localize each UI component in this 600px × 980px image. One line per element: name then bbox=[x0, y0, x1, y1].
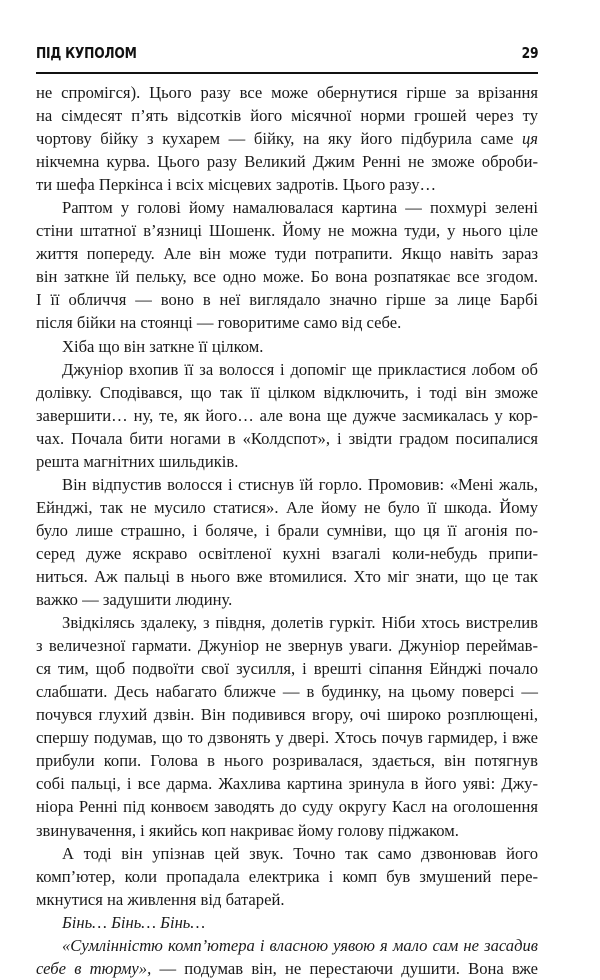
text-line bbox=[36, 542, 538, 565]
text-line bbox=[36, 680, 538, 703]
text-line bbox=[36, 219, 538, 242]
text-run: Він відпустив волосся і стиснув їй горло. Промовив: «Мені жаль, bbox=[62, 474, 538, 494]
text-line bbox=[36, 588, 538, 611]
text-run: прибули копи. Голова в нього розривалася, здається, він потягнув bbox=[36, 751, 538, 771]
italic-text: «Сумлінністю комп’ютера і власною уявою я мало сам не засадив bbox=[62, 935, 538, 955]
text-run: ти шефа Перкінса і всіх місцевих задротів. Цього разу… bbox=[36, 175, 437, 195]
italic-text: ця bbox=[521, 129, 538, 149]
text-run: було лише страшно, і боляче, і брали сумніви, що ця її агонія по- bbox=[36, 520, 538, 540]
text-run: ніора Ренні під конвоєм заводять до суду округу Касл на оголошення bbox=[36, 797, 538, 817]
text-run: чортову бійку з кухарем — бійку, на яку його підбурила саме bbox=[36, 129, 522, 149]
text-line bbox=[36, 819, 538, 842]
text-line bbox=[36, 726, 538, 749]
text-run: ся тим, щоб подвоїти свої зусилля, і врешті сіпання Ейнджі почало bbox=[36, 659, 538, 679]
text-line bbox=[36, 749, 538, 772]
paragraph bbox=[36, 611, 538, 841]
text-line bbox=[36, 634, 538, 657]
text-line bbox=[36, 242, 538, 265]
text-run: Ейнджі, так не мусило статися». Але йому не було її шкода. Йому bbox=[36, 497, 538, 517]
text-line bbox=[36, 772, 538, 795]
text-line bbox=[36, 311, 538, 334]
text-line bbox=[36, 150, 538, 173]
text-run: Звідкілясь здалеку, з півдня, долетів гуркіт. Ніби хтось вистрелив bbox=[62, 613, 538, 633]
page-header bbox=[36, 44, 538, 68]
text-line bbox=[36, 81, 538, 104]
text-line bbox=[36, 404, 538, 427]
text-line bbox=[36, 358, 538, 381]
text-line bbox=[36, 657, 538, 680]
text-run: собі пальці, і все дарма. Жахлива картина зринула в його уяві: Джу- bbox=[36, 774, 538, 794]
text-run: Хіба що він заткне її цілком. bbox=[62, 336, 264, 356]
italic-text: себе в тюрму» bbox=[36, 958, 148, 978]
text-line bbox=[36, 795, 538, 818]
text-line bbox=[36, 196, 538, 219]
text-run: завершити… ну, те, як його… але вона ще дужче засмикалась у кор- bbox=[36, 405, 538, 425]
text-run: життя попереду. Але він може туди потрапити. Якщо навіть зараз bbox=[36, 244, 538, 264]
text-run: нікчемна курва. Цього разу Великий Джим Ренні не зможе оброби- bbox=[36, 152, 538, 172]
text-line bbox=[36, 703, 538, 726]
paragraph bbox=[36, 196, 538, 334]
text-run: І її обличчя — воно в неї виглядало значно гірше за лице Барбі bbox=[36, 290, 538, 310]
text-line bbox=[36, 450, 538, 473]
text-line bbox=[36, 381, 538, 404]
running-head: ПІД КУПОЛОМ bbox=[36, 44, 137, 62]
paragraph bbox=[36, 842, 538, 911]
text-run: мкнутися на живлення від батарей. bbox=[36, 889, 285, 909]
italic-text: Бінь… Бінь… Бінь… bbox=[62, 912, 206, 932]
paragraph bbox=[36, 81, 538, 196]
text-run: стіни штатної в’язниці Шошенк. Йому не можна туди, у нього ціле bbox=[36, 221, 538, 241]
header-rule bbox=[36, 72, 538, 74]
text-line bbox=[36, 611, 538, 634]
text-run: на сімдесят п’ять відсотків його місячної норми грошей через ту bbox=[36, 106, 538, 126]
text-run: комп’ютер, коли пропадала електрика і комп був змушений пере- bbox=[36, 866, 538, 886]
text-line bbox=[36, 265, 538, 288]
text-line bbox=[36, 173, 538, 196]
text-line bbox=[36, 335, 538, 358]
text-line bbox=[36, 427, 538, 450]
text-run: важко — задушити людину. bbox=[36, 590, 233, 610]
text-run: А тоді він упізнав цей звук. Точно так само дзвонював його bbox=[62, 843, 538, 863]
text-run: долівку. Сподівався, що так її цілком відключить, і тоді він зможе bbox=[36, 382, 538, 402]
text-line bbox=[36, 888, 538, 911]
text-run: чах. Почала бити ногами в «Колдспот», і звідти градом посипалися bbox=[36, 428, 538, 448]
text-run: , — подумав він, не перестаючи душити. Вона вже bbox=[147, 958, 538, 978]
text-run: звинувачення, і якийсь коп накриває йому голову піджаком. bbox=[36, 820, 459, 840]
paragraph bbox=[36, 473, 538, 611]
paragraph bbox=[36, 358, 538, 473]
text-line bbox=[36, 842, 538, 865]
text-line bbox=[36, 957, 538, 980]
text-line bbox=[36, 911, 538, 934]
text-run: слабшати. Десь набагато ближче — в будинку, на цьому поверсі — bbox=[36, 682, 538, 702]
text-line bbox=[36, 127, 538, 150]
text-line bbox=[36, 934, 538, 957]
paragraph bbox=[36, 934, 538, 980]
text-run: після бійки на стоянці — говоритиме само від себе. bbox=[36, 313, 402, 333]
text-run: з величезної гармати. Джуніор не звернув уваги. Джуніор переймав- bbox=[36, 636, 538, 656]
text-line bbox=[36, 473, 538, 496]
text-run: решта магнітних шильдиків. bbox=[36, 451, 239, 471]
text-run: Джуніор вхопив її за волосся і допоміг ще прикластися лобом об bbox=[62, 359, 538, 379]
text-line bbox=[36, 565, 538, 588]
text-line bbox=[36, 496, 538, 519]
text-run: спершу подумав, що то дзвонять у двері. Хтось почув гармидер, і вже bbox=[36, 728, 538, 748]
text-run: він заткне їй пельку, все одно може. Бо вона розпатякає все згодом. bbox=[36, 267, 538, 287]
paragraph bbox=[36, 911, 538, 934]
text-line bbox=[36, 865, 538, 888]
text-run: ниться. Аж пальці в нього вже втомилися. Хто міг знати, що це так bbox=[36, 566, 538, 586]
text-run: серед дуже яскраво освітленої кухні взагалі коли-небудь припи- bbox=[36, 543, 538, 563]
text-run: Раптом у голові йому намалювалася картина — похмурі зелені bbox=[62, 198, 538, 218]
text-line bbox=[36, 519, 538, 542]
text-run: почувся глухий дзвін. Він подивився вгору, очі широко розплющені, bbox=[36, 705, 538, 725]
text-run: не спромігся). Цього разу все може обернутися гірше за врізання bbox=[36, 83, 538, 102]
text-line bbox=[36, 104, 538, 127]
text-line bbox=[36, 288, 538, 311]
body-text bbox=[36, 81, 538, 980]
page-number: 29 bbox=[521, 44, 538, 62]
paragraph bbox=[36, 335, 538, 358]
